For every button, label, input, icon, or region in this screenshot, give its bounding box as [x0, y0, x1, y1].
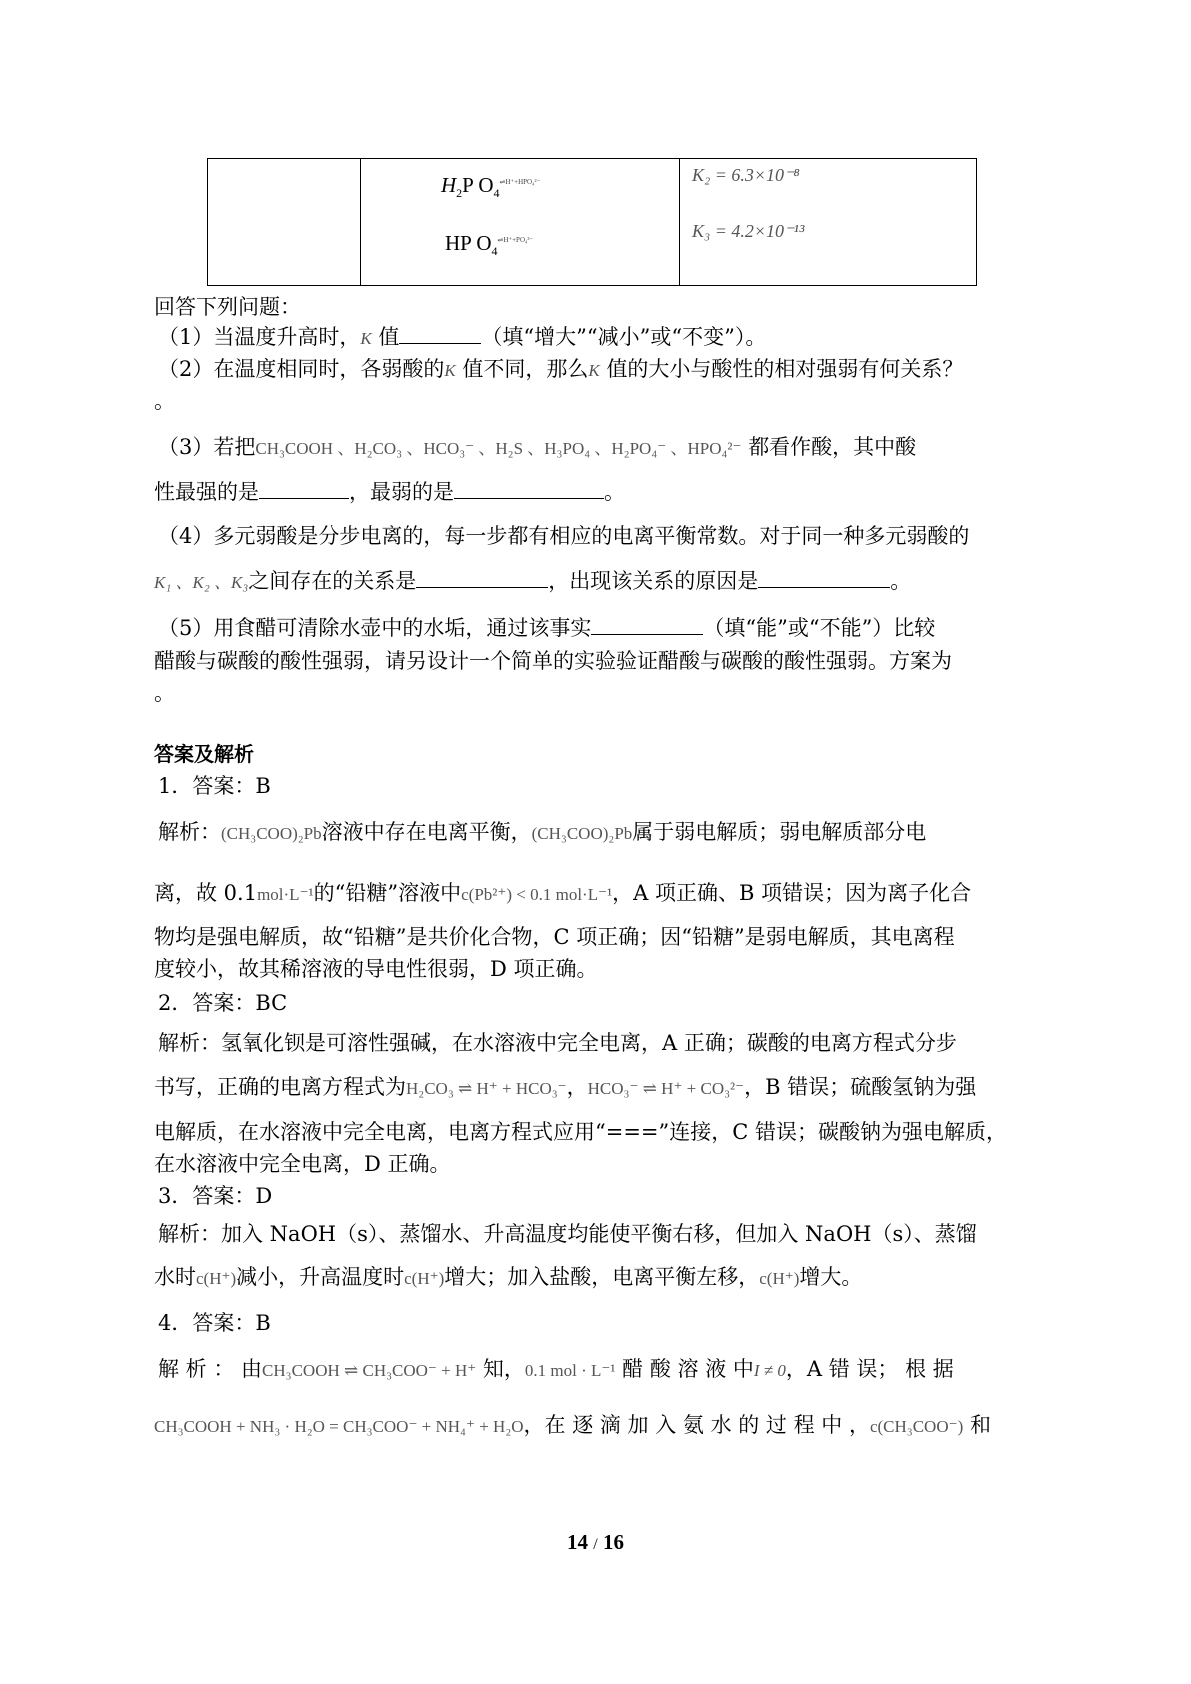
- answer-4-line-2: CH₃COOH + NH₃ · H₂O = CH₃COO⁻ + NH₄⁺ + H₂O，在 逐 滴 加 入 氨 水 的 过 程 中 ，c(CH₃COO⁻) 和: [154, 1413, 991, 1437]
- question-5: （5）用食醋可清除水壶中的水垢，通过该事实 （填“能”或“不能”）比较: [158, 616, 936, 640]
- answer-2-line-2: 书写，正确的电离方程式为H₂CO₃ ⇌ H⁺ + HCO₃⁻，HCO₃⁻ ⇌ H⁺ + CO₃²⁻，B 错误；硫酸氢钠为强: [154, 1075, 977, 1099]
- answer-1-line-2: 离，故 0.1mol·L⁻¹的“铅糖”溶液中c(Pb²⁺) < 0.1 mol·L⁻¹，A 项正确、B 项错误；因为离子化合: [154, 881, 972, 905]
- k2-value: K₂ = 6.3×10⁻⁸: [692, 165, 800, 185]
- answer-1-line-3: 物均是强电解质，故“铅糖”是共价化合物，C 项正确；因“铅糖”是弱电解质，其电离程: [154, 925, 955, 949]
- answer-4: 4．答案：B: [158, 1311, 271, 1335]
- ionization-constants-table: [207, 158, 977, 286]
- table-cell-constants: [680, 159, 977, 286]
- answer-1: 1．答案：B: [158, 774, 271, 798]
- answer-blank: [454, 478, 604, 499]
- answer-2-line-3: 电解质，在水溶液中完全电离，电离方程式应用“===”连接，C 错误；碳酸钠为强电解质，: [154, 1120, 1007, 1144]
- question-2-end: 。: [154, 389, 175, 413]
- k3-value: K₃ = 4.2×10⁻¹³: [692, 221, 805, 241]
- answer-2-line-4: 在水溶液中完全电离，D 正确。: [154, 1152, 451, 1176]
- answer-4-line-1: 解 析 ： 由CH₃COOH ⇌ CH₃COO⁻ + H⁺ 知，0.1 mol · L⁻¹ 醋 酸 溶 液 中I ≠ 0，A 错 误； 根 据: [158, 1357, 954, 1381]
- answer-3: 3．答案：D: [158, 1184, 273, 1208]
- answer-2-line-1: 解析：氢氧化钡是可溶性强碱，在水溶液中完全电离，A 正确；碳酸的电离方程式分步: [158, 1031, 957, 1055]
- question-1: （1）当温度升高时，K 值 （填“增大”“减小”或“不变”）。: [158, 325, 767, 349]
- question-3: （3）若把CH₃COOH 、H₂CO₃ 、HCO₃⁻ 、H₂S 、H₃PO₄ 、H₂PO₄⁻ 、HPO₄²⁻ 都看作酸，其中酸: [158, 435, 917, 459]
- question-3-cont: 性最强的是 ，最弱的是 。: [154, 480, 625, 504]
- answer-blank: [416, 567, 548, 588]
- answer-blank: [758, 567, 890, 588]
- answer-blank: [259, 478, 349, 499]
- answer-blank: [399, 323, 481, 344]
- question-5-cont: 醋酸与碳酸的酸性强弱，请另设计一个简单的实验验证醋酸与碳酸的酸性强弱。方案为: [154, 649, 952, 673]
- answer-3-line-2: 水时c(H⁺)减小，升高温度时c(H⁺)增大；加入盐酸，电离平衡左移，c(H⁺)增大。: [154, 1265, 863, 1289]
- answer-blank: [591, 614, 703, 635]
- table-cell-equations: [361, 159, 680, 286]
- answer-1-line-4: 度较小，故其稀溶液的导电性很弱，D 项正确。: [154, 957, 598, 981]
- question-4-cont: K₁ 、K₂ 、K₃之间存在的关系是 ，出现该关系的原因是 。: [154, 569, 912, 593]
- question-2: （2）在温度相同时，各弱酸的K 值不同，那么K 值的大小与酸性的相对强弱有何关系？: [158, 357, 964, 381]
- equation-h2po4: $H_2P$ $O_4^{\rightleftharpoons H^++HPO_4^{2-}}$: [441, 173, 541, 201]
- equation-hpo4: HP $O_4^{\rightleftharpoons H^++PO_4^{3-}}$: [445, 231, 534, 259]
- answer-2: 2．答案：BC: [158, 991, 288, 1015]
- page-number: 14 / 16: [567, 1530, 624, 1554]
- answers-heading: 答案及解析: [154, 742, 254, 766]
- answer-1-line-1: 解析：(CH₃COO)₂Pb溶液中存在电离平衡，(CH₃COO)₂Pb属于弱电解质；弱电解质部分电: [158, 820, 927, 844]
- table-cell-acid-name: [208, 159, 361, 286]
- question-4: （4）多元弱酸是分步电离的，每一步都有相应的电离平衡常数。对于同一种多元弱酸的: [158, 524, 970, 548]
- answer-3-line-1: 解析：加入 NaOH（s）、蒸馏水、升高温度均能使平衡右移，但加入 NaOH（s）、蒸馏: [158, 1222, 977, 1246]
- questions-intro: 回答下列问题：: [154, 295, 301, 319]
- question-5-end: 。: [154, 681, 175, 705]
